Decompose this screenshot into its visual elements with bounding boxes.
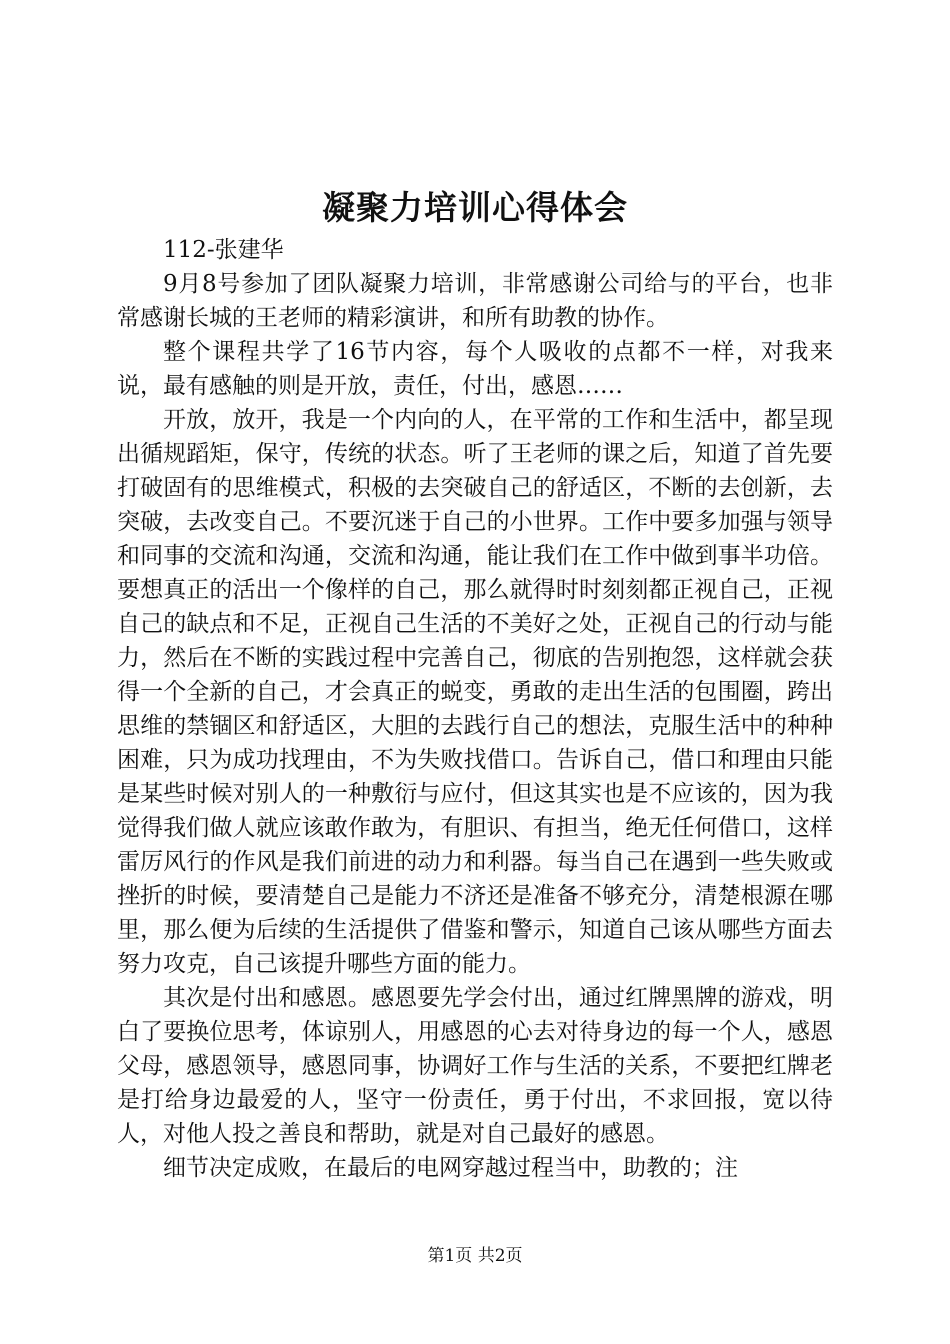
- paragraph: 细节决定成败，在最后的电网穿越过程当中，助教的；注: [163, 1155, 738, 1181]
- paragraph: 9月8号参加了团队凝聚力培训，非常感谢公司给与的平台，也非常感谢长城的王老师的精彩演讲，和所有助教的协作。: [117, 271, 833, 331]
- paragraph: 开放，放开，我是一个内向的人，在平常的工作和生活中，都呈现出循规蹈矩，保守，传统的状态。听了王老师的课之后，知道了首先要打破固有的思维模式，积极的去突破自己的舒适区，不断的去创新，去突破，去改变自己。不要沉迷于自己的小世界。工作中要多加强与领导和同事的交流和沟通，交流和沟通，能让我们在工作中做到事半功倍。要想真正的活出一个像样的自己，那么就得时时刻刻都正视自己，正视自己的缺点和不足，正视自己生活的不美好之处，正视自己的行动与能力，然后在不断的实践过程中完善自己，彻底的告别抱怨，这样就会获得一个全新的自己，才会真正的蜕变，勇敢的走出生活的包围圈，跨出思维的禁锢区和舒适区，大胆的去践行自己的想法，克服生活中的种种困难，只为成功找理由，不为失败找借口。告诉自己，借口和理由只能是某些时候对别人的一种敷衍与应付，但这其实也是不应该的，因为我觉得我们做人就应该敢作敢为，有胆识、有担当，绝无任何借口，这样雷厉风行的作风是我们前进的动力和利器。每当自己在遇到一些失败或挫折的时候，要清楚自己是能力不济还是准备不够充分，清楚根源在哪里，那么便为后续的生活提供了借鉴和警示，知道自己该从哪些方面去努力攻克，自己该提升哪些方面的能力。: [117, 407, 833, 977]
- author-line: 112-张建华: [163, 237, 284, 263]
- document-title: 凝聚力培训心得体会: [322, 188, 628, 227]
- paragraph: 整个课程共学了16节内容，每个人吸收的点都不一样，对我来说，最有感触的则是开放，责任，付出，感恩……: [117, 339, 833, 399]
- page-footer: [0, 1244, 950, 1268]
- document-body: [117, 233, 833, 1185]
- page-indicator: 第1页 共2页: [427, 1246, 523, 1266]
- paragraph: 其次是付出和感恩。感恩要先学会付出，通过红牌黑牌的游戏，明白了要换位思考，体谅别人，用感恩的心去对待身边的每一个人，感恩父母，感恩领导，感恩同事，协调好工作与生活的关系，不要把红牌老是打给身边最爱的人，坚守一份责任，勇于付出，不求回报，宽以待人，对他人投之善良和帮助，就是对自己最好的感恩。: [117, 985, 833, 1147]
